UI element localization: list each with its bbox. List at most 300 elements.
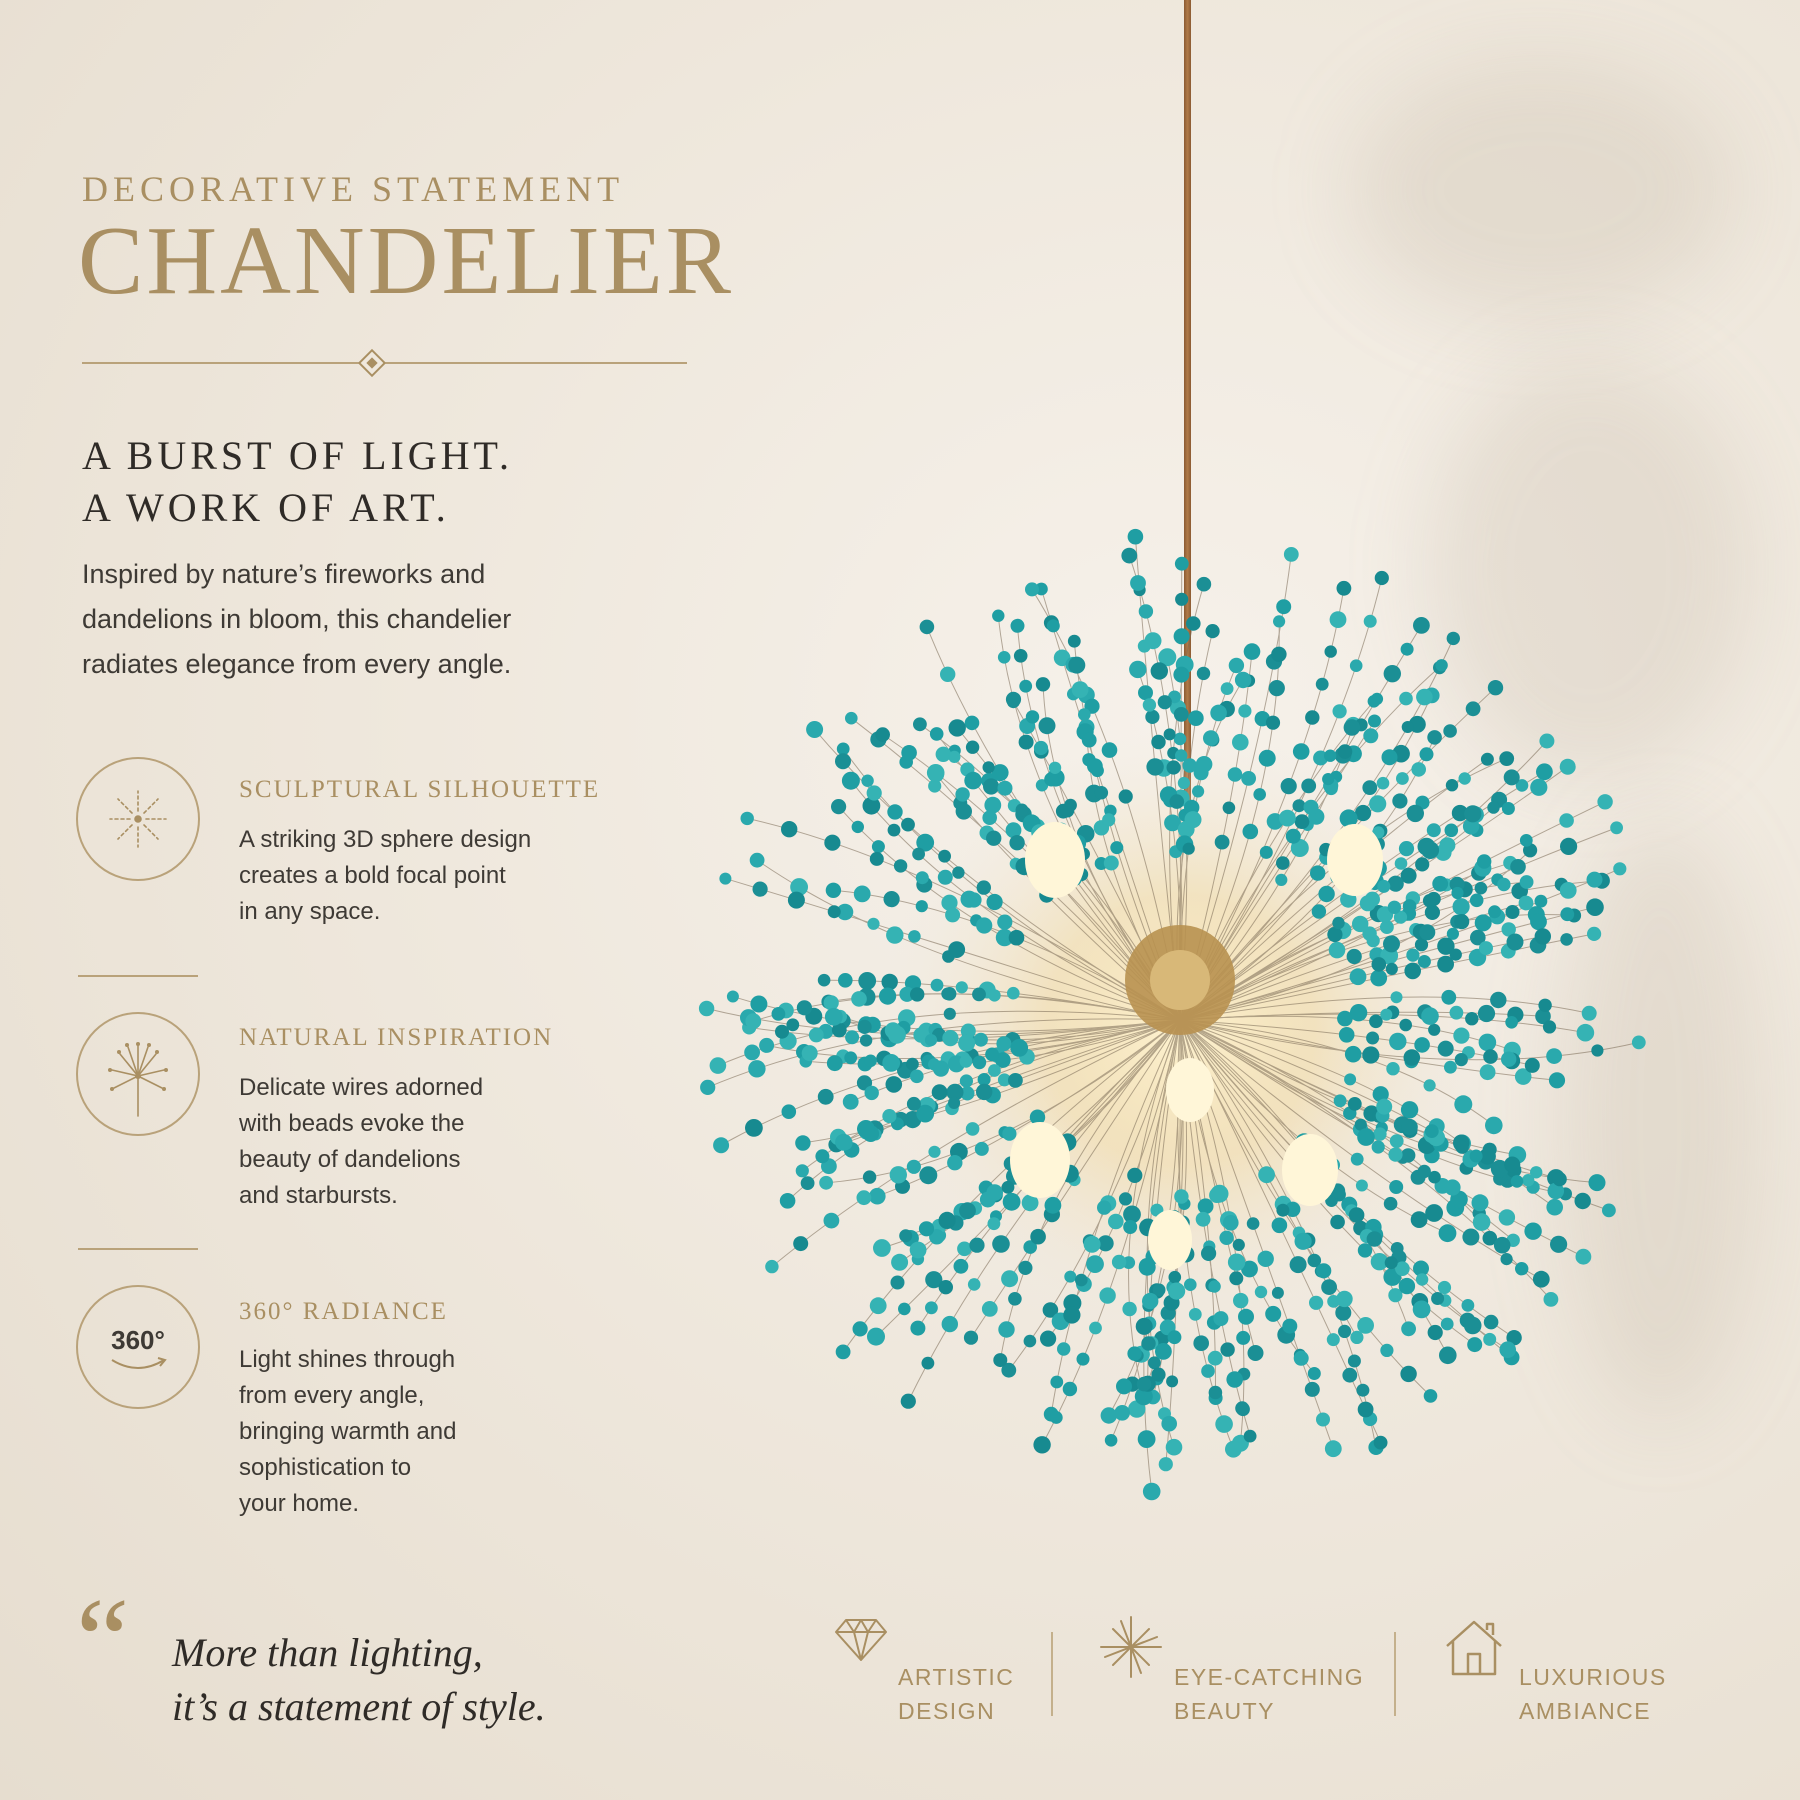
bead [976,1084,992,1100]
bead [977,880,991,894]
bead [1143,1483,1161,1501]
bead [1487,801,1499,813]
bead [1210,705,1227,722]
bead [1362,780,1377,795]
bead [1546,1199,1563,1216]
bead [1219,1231,1233,1245]
bead [745,1119,763,1137]
bead [1586,898,1604,916]
bead [793,1236,808,1251]
bead [1613,862,1626,875]
feature-line: bringing warmth and [239,1418,457,1445]
bead [1505,1016,1518,1029]
bead [1424,1389,1438,1403]
bead [1128,529,1144,545]
page-title: CHANDELIER [78,207,735,315]
bead [1213,1311,1228,1326]
feature-line: A striking 3D sphere design [239,826,532,853]
bead [1413,617,1430,634]
bead [781,821,797,837]
bead [1223,1215,1239,1231]
bead [1472,1194,1489,1211]
intro-line: radiates elegance from every angle. [82,649,512,679]
bead [965,716,980,731]
bead [826,883,841,898]
bead [844,1051,857,1064]
bead [1327,927,1342,942]
bead [1142,1293,1158,1309]
quote-line: it’s a statement of style. [172,1684,546,1729]
bead [1414,1037,1430,1053]
bead [1480,1064,1496,1080]
bead [1208,1351,1223,1366]
bead [1151,735,1165,749]
bead [927,764,945,782]
bead [920,620,935,635]
bead [1272,1218,1288,1234]
bead [886,926,903,943]
bead [1488,680,1503,695]
bead [910,1070,924,1084]
bead [1116,1378,1132,1394]
bead [1591,1044,1603,1056]
bead [1275,874,1287,886]
bead [865,1086,879,1100]
bead [1360,895,1376,911]
bead [1519,896,1534,911]
bead [948,1097,960,1109]
rotate-360-icon [76,1285,200,1409]
bead [788,892,805,909]
bead [932,1084,948,1100]
bead [1033,1436,1050,1453]
bead [1530,913,1547,930]
bead [960,1055,973,1068]
bead [1011,619,1025,633]
bead [1401,1321,1416,1336]
bead [1188,710,1204,726]
bead [1253,788,1266,801]
bead [899,1229,912,1242]
bead [1380,1009,1392,1021]
bead [1602,1204,1616,1218]
divider-diamond-icon [358,349,386,377]
bead [957,1242,972,1257]
bead [1002,1127,1016,1141]
bead [1233,1239,1245,1251]
bead [1511,1175,1524,1188]
badge-label [1519,1660,1667,1728]
bead [1049,762,1061,774]
bead [1248,1345,1264,1361]
bead [1039,717,1056,734]
bead [974,1033,988,1047]
bead [1244,643,1261,660]
bead [1082,733,1097,748]
bead [1185,811,1202,828]
bead [996,1036,1011,1051]
bead [1044,772,1058,786]
bead [1008,1073,1023,1088]
bead [1349,1207,1365,1223]
bead [1389,1033,1406,1050]
bead [1127,1346,1141,1360]
bead [1368,715,1381,728]
bead [1388,876,1404,892]
bead [1002,1181,1015,1194]
bead [1146,758,1163,775]
bead [1446,779,1458,791]
bead [1459,772,1471,784]
bead [944,1008,956,1020]
bead [1145,632,1162,649]
bead [1335,1305,1351,1321]
feature-line: from every angle, [239,1382,425,1409]
bead [1047,619,1060,632]
bead [1377,880,1390,893]
bead [819,1176,833,1190]
bead [1293,743,1310,760]
intro-line: Inspired by nature’s fireworks and [82,559,486,589]
bead [982,810,997,825]
bead [1497,878,1510,891]
bead [942,1030,958,1046]
bead [842,772,860,790]
bead [898,1303,911,1316]
bead [1456,1141,1469,1154]
bead [1415,857,1429,871]
feature-description [239,1070,483,1214]
bead [1068,635,1081,648]
bead [1544,1292,1559,1307]
bead [1108,1214,1124,1230]
bead [1347,949,1362,964]
bead [955,787,969,801]
bead [802,1045,818,1061]
bead [948,751,960,763]
bead [1587,927,1601,941]
bead [1235,672,1251,688]
bead [801,1176,815,1190]
bead [867,785,882,800]
bead [1348,1097,1362,1111]
bead [1241,771,1256,786]
bead [1610,821,1623,834]
bead [796,1164,809,1177]
bead [1401,1101,1418,1118]
bead [1383,935,1400,952]
bead [1462,1299,1475,1312]
bead [890,1166,907,1183]
bead [1399,692,1413,706]
bead [1428,1024,1440,1036]
pull-quote [172,1626,546,1734]
bead [1045,1197,1062,1214]
bead [873,1239,891,1257]
bead [1198,1198,1214,1214]
bead [1501,1052,1516,1067]
bead [928,1146,940,1158]
bead [961,891,978,908]
bead [1462,1229,1479,1246]
bead [1310,865,1325,880]
bead [831,799,846,814]
feature-line: your home. [239,1490,360,1517]
bead [1366,1032,1379,1045]
bead [1110,841,1123,854]
intro-paragraph [82,552,602,687]
bead [910,1242,927,1259]
bead [1209,1187,1225,1203]
kicker-text: DECORATIVE STATEMENT [82,169,625,209]
bead [1009,930,1025,946]
bead [1372,1140,1385,1153]
bead [1632,1036,1646,1050]
bead [1411,762,1426,777]
bead [1244,1430,1257,1443]
bead [780,1193,796,1209]
diamond-icon [834,1618,888,1662]
bead [835,1134,852,1151]
bead [1421,841,1439,859]
bead [1279,810,1296,827]
bead [1504,1157,1520,1173]
badge-line: AMBIANCE [1519,1698,1652,1724]
feature-line: sophistication to [239,1454,412,1481]
bead [1127,1168,1142,1183]
bead [1018,1261,1032,1275]
feature-line: beauty of dandelions [239,1146,461,1173]
bead [861,775,873,787]
bead [1101,1407,1117,1423]
bead [1034,741,1048,755]
bead [1265,1306,1281,1322]
bead [795,1135,810,1150]
bead [1086,1255,1104,1273]
bead [1330,611,1347,628]
chandelier-image [690,500,1670,1560]
bead [1089,1322,1102,1335]
bead [1445,824,1459,838]
bead [1560,838,1577,855]
bead [1161,1416,1177,1432]
bead [939,1280,953,1294]
bead [1438,1281,1451,1294]
bead [1451,887,1463,899]
bead [1173,667,1189,683]
bead [1431,1292,1444,1305]
bead [1174,1189,1188,1203]
bead [1450,1006,1464,1020]
bead [1478,1005,1495,1022]
bead [1481,753,1494,766]
bead [1229,658,1244,673]
bead [854,886,871,903]
bead [1060,804,1074,818]
bead [838,973,853,988]
bead [956,803,972,819]
bead [1122,1302,1136,1316]
bead [1215,835,1230,850]
bead [727,991,739,1003]
bead [1404,1049,1421,1066]
bead [1036,677,1050,691]
bead [1075,1274,1088,1287]
bead [882,1109,896,1123]
bead [782,1104,797,1119]
quote-mark-icon: “ [76,1573,130,1706]
bead [1175,557,1189,571]
bead [988,1064,1001,1077]
badge-line: ARTISTIC [898,1664,1015,1690]
bead [1358,1402,1374,1418]
bead [1428,1325,1443,1340]
bead [851,991,867,1007]
bead [1543,1020,1556,1033]
bead [1078,708,1091,721]
feature-line: and starbursts. [239,1182,398,1209]
bead [1535,895,1548,908]
bead [1525,1058,1540,1073]
bead [1316,1413,1330,1427]
feature-description [239,822,531,930]
bead [1238,1309,1254,1325]
bead [1318,886,1334,902]
bead [1506,905,1520,919]
bead [827,1055,843,1071]
bead [1050,1376,1063,1389]
bead [1401,643,1414,656]
bead [1399,1278,1415,1294]
feature-divider [78,975,198,977]
bead [1266,716,1280,730]
bead [1427,730,1442,745]
bead [1130,575,1146,591]
bead [959,1202,976,1219]
feature-line: Delicate wires adorned [239,1074,484,1101]
bead [1483,1049,1498,1064]
bead [998,781,1013,796]
bead [1221,682,1234,695]
bead [1168,1283,1185,1300]
bead [1530,779,1547,796]
bead [836,1345,851,1360]
bead [1336,1291,1352,1307]
bead [988,989,1000,1001]
bead [1228,767,1243,782]
bead [1377,777,1390,790]
bead [1418,955,1431,968]
bead [1424,1079,1436,1091]
bead [1406,949,1419,962]
bead [745,1013,761,1029]
bead [1192,785,1204,797]
bead [1416,1273,1428,1285]
bead [1114,1405,1130,1421]
bead [1201,1364,1215,1378]
bead [919,1221,934,1236]
bead [1193,1335,1209,1351]
bead [891,1254,908,1271]
bead [765,1260,778,1273]
bead [913,717,927,731]
bead [1087,758,1103,774]
bead [947,1155,962,1170]
bead [1119,789,1133,803]
bead [910,987,924,1001]
bead [1488,905,1501,918]
bead [1479,941,1493,955]
bead [815,1149,829,1163]
bead [1504,769,1520,785]
badge-artistic-design [834,1618,1014,1728]
bead [1464,1317,1482,1335]
bead [1357,1128,1375,1146]
bead [1322,773,1334,785]
bead [936,747,951,762]
bead [1470,1150,1483,1163]
bead [1374,1436,1388,1450]
bead [1444,1061,1457,1074]
bead [1427,823,1441,837]
bead [818,974,831,987]
bead [1151,662,1168,679]
bead [1453,1028,1469,1044]
bead [1201,1246,1216,1261]
bead [1402,1119,1418,1135]
bead [1560,907,1574,921]
bead [867,1328,885,1346]
bead [1260,846,1273,859]
bead [1401,1148,1415,1162]
bead [1068,657,1085,674]
bead [1282,1319,1297,1334]
bead [956,981,968,993]
bead [1141,1336,1155,1350]
bead [1539,734,1554,749]
bead [699,1001,714,1016]
bead [966,1122,980,1136]
bead [973,1056,987,1070]
bead [1386,963,1398,975]
bead [1332,917,1344,929]
bead [1294,1351,1309,1366]
bead [1450,949,1462,961]
bead [1174,628,1190,644]
bead [1439,837,1455,853]
bead [1345,1046,1362,1063]
bead [1186,616,1201,631]
bead [1403,899,1417,913]
badge-divider [1394,1632,1396,1716]
bead [958,1035,975,1052]
bead [894,859,907,872]
bead [1008,1292,1022,1306]
badge-line: LUXURIOUS [1519,1664,1667,1690]
bead [1258,1166,1275,1183]
feature-description [239,1342,456,1522]
bead [1295,814,1310,829]
bead [1441,1318,1454,1331]
bead [886,1076,903,1093]
bead [1024,1335,1037,1348]
bead [1097,1200,1111,1214]
bead [933,1061,949,1077]
bead [1494,1237,1511,1254]
bead [1197,667,1210,680]
bead [713,1137,729,1153]
bead [992,1235,1010,1253]
